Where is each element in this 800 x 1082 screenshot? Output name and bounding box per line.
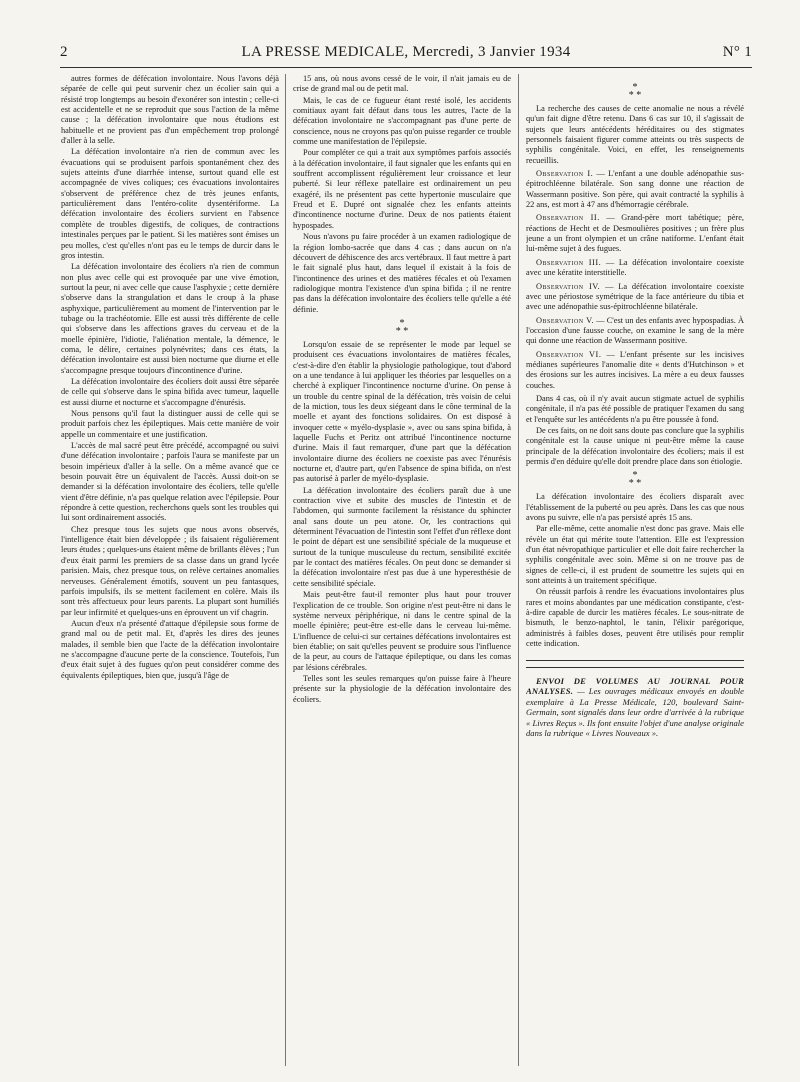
masthead bbox=[60, 40, 752, 64]
paragraph: L'accès de mal sacré peut être précédé, accompagné ou suivi d'une défécation involontaire ; parfois l'aura se manifeste par un besoin impérieux d'aller à la selle. On a même avancé que ce besoin pouvait être un équivalent de l'accès. Aussi doit-on se demander si la défécation involontaire des écoliers, telle qu'elle vient d'être définie, n'a pas quelque relation avec l'épilepsie. Pour répondre à cette question, recherchons quels sont les troubles qui lui sont ordinairement associés. bbox=[61, 441, 279, 523]
paragraph: Mais peut-être faut-il remonter plus haut pour trouver l'explication de ce trouble. Son origine n'est peut-être ni dans le système nerveux périphérique, ni dans le centre spinal de la moelle épinière; peut-être est-elle dans le cerveau lui-même. L'influence de celui-ci sur certaines défécations involontaires est bien établie; on sait qu'elles peuvent se produire sous l'influence de la peur, au cours de l'attaque épileptique, ou dans les comas par lésions cérébrales. bbox=[293, 590, 511, 672]
notice-rule-bottom bbox=[526, 667, 744, 668]
column-3 bbox=[526, 74, 744, 1074]
paragraph: Dans 4 cas, où il n'y avait aucun stigmate actuel de syphilis congénitale, il n'a pas été possible de pratiquer l'examen du sang et l'enquête sur les antécédents n'a pu être poussée à fond. bbox=[526, 393, 744, 424]
paragraph: Telles sont les seules remarques qu'on puisse faire à l'heure présente sur la physiologie de la défécation involontaire des écoliers. bbox=[293, 673, 511, 704]
observation-label: Observation II. bbox=[536, 213, 600, 223]
paragraph: autres formes de défécation involontaire. Nous l'avons déjà séparée de celle qui peut survenir chez un écolier sain qui a résisté trop longtemps au besoin d'exonérer son intestin ; celle-ci est accidentelle et ne se reproduit que sous l'action de la même cause ; la défécation involontaire que nous étudions est habituelle et ne provient pas d'un empêchement trop prolongé d'aller à la selle. bbox=[61, 74, 279, 146]
observation: Observation VI. — L'enfant présente sur les incisives médianes supérieures l'anomalie dite « dents d'Hutchinson » et des érosions sur les autres incisives. La mère a eu deux fausses couches. bbox=[526, 349, 744, 390]
paragraph: Chez presque tous les sujets que nous avons observés, l'intelligence était bien développée ; ils faisaient régulièrement leurs études ; quelques-uns étaient même de brillants élèves ; l'un d'eux était parmi les premiers de sa classe dans un grand lycée parisien. Mais, chez presque tous, on relève certaines anomalies nerveuses. Généralement émotifs, souvent un peu fantasques, parfois impulsifs, ils se mettent facilement en colère. Mais ils sont très affectueux pour leurs parents. La plupart sont humiliés par leur infirmité et quelques-uns en éprouvent un vif chagrin. bbox=[61, 524, 279, 617]
envoi-heading: ENVOI DE VOLUMES AU JOURNAL POUR ANALYSES. bbox=[526, 675, 744, 697]
observation: Observation IV. — La défécation involontaire coexiste avec une périostose symétrique de la face antérieure du tibia et avec une adénopathie sus-épitrochléenne bilatérale. bbox=[526, 281, 744, 312]
journal-title: LA PRESSE MEDICALE, Mercredi, 3 Janvier 1934 bbox=[241, 44, 571, 60]
paragraph: On réussit parfois à rendre les évacuations involontaires plus rares et moins abondantes par une médication constipante, c'est-à-dire capable de durcir les matières fécales. Le sous-nitrate de bismuth, le benzo-naphtol, le tanin, l'élixir parégorique, administrés à faibles doses, peuvent être utilisés pour remplir cette indication. bbox=[526, 587, 744, 649]
page-number: 2 bbox=[60, 44, 68, 60]
column-2 bbox=[293, 74, 511, 1074]
paragraph: Nous pensons qu'il faut la distinguer aussi de celle qui se produit parfois chez les épileptiques. Mais cette manière de voir appelle un commentaire et une justification. bbox=[61, 409, 279, 439]
observation-label: Observation VI. bbox=[536, 349, 602, 359]
paragraph: La recherche des causes de cette anomalie ne nous a révélé qu'un fait digne d'être retenu. Dans 6 cas sur 10, il s'agissait de sujets que leurs antécédents héréditaires ou des stigmates personnels faisaient figurer comme atteints ou très suspects de syphilis congénitale. Voici, en effet, les renseignements recueillis. bbox=[526, 104, 744, 165]
paragraph: La défécation involontaire des écoliers n'a rien de commun non plus avec celle qui est provoquée par une vive émotion, surtout la peur, ni avec celle que cause l'asphyxie ; cette dernière s'observe dans la strangulation et dans le croup à la phase asphyxique, particulièrement au moment de l'intervention par le tubage ou la trachéotomie. Elle est aussi très différente de celle qui s'observe dans les affections graves du cerveau et de la moelle épinière, l'idiotie, l'aliénation mentale, la démence, le coma, le délire, certaines polynévrites; dans ces états, la défécation involontaire est aussi bien nocturne que diurne et elle s'accompagne presque toujours d'incontinence d'urine. bbox=[61, 262, 279, 375]
paragraph: Pour compléter ce qui a trait aux symptômes parfois associés à la défécation involontaire, il faut signaler que les enfants qui en souffrent accomplissent régulièrement leur croissance et leur puberté. Si leur réflexe patellaire est ordinairement un peu exagéré, ils ne présentent pas cette hypertonie musculaire que Freud et E. Dupré ont signalée chez les enfants atteints d'incontinence nocturne d'urine. Deux de nos patients étaient hypospades. bbox=[293, 148, 511, 230]
envoi-text: — Les ouvrages médicaux envoyés en double exemplaire à La Presse Médicale, 120, boulevard Saint-Germain, sont signalés dans leur ordre d'arrivée à la rubrique « Livres Reçus ». Ils font ensuite l'objet d'une analyse originale dans la rubrique « Livres Nouveaux ». bbox=[526, 686, 744, 739]
paragraph: La défécation involontaire n'a rien de commun avec les évacuations qui se produisent parfois spontanément chez des sujets atteints d'une diarrhée intense, surtout quand elle est accompagnée de vives coliques; ces évacuations involontaires s'observent de préférence chez de très jeunes enfants, particulièrement dans l'entéro-colite dysentériforme. La défécation involontaire des écoliers survient en l'absence complète de troubles digestifs, de coliques, de contractions intestinales perçues par le patient. Si les matières sont émises un peu molles, c'est qu'elles n'ont pas eu le temps de durcir dans le gros intestin. bbox=[61, 147, 279, 260]
envoi-notice bbox=[526, 676, 744, 740]
section-separator: * * * bbox=[395, 317, 409, 337]
paragraph: Mais, le cas de ce fugueur étant resté isolé, les accidents comitiaux ayant fait défaut dans tous les autres, l'acte de la défécation involontaire ne s'accompagnant pas d'une perte de conscience, nous ne croyons pas qu'on puisse regarder ce trouble comme une manifestation de l'épilepsie. bbox=[293, 95, 511, 147]
paragraph: 15 ans, où nous avons cessé de le voir, il n'ait jamais eu de crise de grand mal ou de petit mal. bbox=[293, 74, 511, 94]
observation-label: Observation I. bbox=[536, 169, 594, 179]
column-divider bbox=[518, 74, 519, 1066]
paragraph: Aucun d'eux n'a présenté d'attaque d'épilepsie sous forme de grand mal ou de petit mal. Et, d'après les dires des jeunes malades, il semble bien que l'acte de la défécation involontaire ne s'accompagne d'aucune perte de la conscience. Toutefois, l'un d'eux était sujet à des fugues qu'on peut considérer comme des équivalents épileptiques, bien que, jusqu'à l'âge de bbox=[61, 618, 279, 680]
observation-label: Observation IV. bbox=[536, 281, 601, 291]
paragraph: La défécation involontaire des écoliers disparaît avec l'établissement de la puberté ou peu après. Dans les cas que nous avons pu suivre, elle n'a pas persisté après 15 ans. bbox=[526, 492, 744, 523]
observation: Observation I. — L'enfant a une double adénopathie sus-épitrochléenne bilatérale. Son sang donne une réaction de Wassermann positive. Son père, qui avait contracté la syphilis à 22 ans, est mort à 47 ans d'hémorragie cérébrale. bbox=[526, 169, 744, 210]
observation: Observation II. — Grand-père mort tabétique; père, réactions de Hecht et de Desmoulières positives ; un frère plus jeune a un front olympien et un crâne natiforme. L'enfant était lui-même sujet à des fugues. bbox=[526, 213, 744, 254]
observation-label: Observation V. bbox=[536, 315, 595, 325]
paragraph: Par elle-même, cette anomalie n'est donc pas grave. Mais elle révèle un état qui mérite toute l'attention. Elle est l'expression d'un état névropathique particulier et elle doit faire rechercher la syphilis congénitale avec soin. Même si on ne trouve pas de signes de celle-ci, il est prudent de soumettre les sujets qui en sont atteints à un traitement spécifique. bbox=[526, 524, 744, 586]
paragraph: La défécation involontaire des écoliers doit aussi être séparée de celle qui s'observe dans le spina bifida avec tumeur, laquelle est aussi diurne et nocturne et s'accompagne d'énurésis. bbox=[61, 376, 279, 407]
column-1 bbox=[61, 74, 279, 1074]
notice-rule-top bbox=[526, 660, 744, 661]
paragraph: De ces faits, on ne doit sans doute pas conclure que la syphilis congénitale est la cause unique ni peut-être même la cause principale de la défécation involontaire des écoliers; mais il est permis d'en déduire qu'elle doit prendre place dans son étiologie. bbox=[526, 425, 744, 466]
column-divider bbox=[285, 74, 286, 1066]
paragraph: Nous n'avons pu faire procéder à un examen radiologique de la région lombo-sacrée que dans 4 cas ; dans aucun on n'a découvert de déhiscence des arcs vertébraux. Il faut mettre à part le fait signalé plus haut, dans lequel il existait à la fois de l'incontinence des urines et des matières fécales et où l'examen radiologique montra l'existence d'un spina bifida ; il ne rentre pas dans la défécation involontaire des écoliers telle qu'elle a été définie. bbox=[293, 232, 511, 314]
section-separator: * * * bbox=[628, 82, 642, 101]
header-rule bbox=[60, 67, 752, 68]
issue-number: N° 1 bbox=[722, 44, 752, 60]
observation: Observation V. — C'est un des enfants avec hypospadias. À l'occasion d'une fausse couche, on examine le sang de la mère qui donne une réaction de Wassermann positive. bbox=[526, 315, 744, 346]
paragraph: La défécation involontaire des écoliers paraît due à une contraction vive et subite des muscles de l'intestin et de l'abdomen, qui surmonte facilement la résistance du sphincter anal sans doute un peu atone. Or, les contractions qui déterminent l'évacuation de l'intestin sont l'effet d'un réflexe dont le point de départ est une sensibilité spéciale de la muqueuse et surtout de la tunique musculeuse du rectum, sensibilité excitée par le contact des matières fécales. On peut donc se demander si la défécation involontaire n'est pas due à une hyperesthésie de cette sensibilité spéciale. bbox=[293, 485, 511, 588]
paragraph: Lorsqu'on essaie de se représenter le mode par lequel se produisent ces évacuations involontaires de matières fécales, c'est-à-dire d'en établir la physiologie pathologique, tout d'abord on a une tendance à lui appliquer les théories par lesquelles on a cherché à expliquer l'incontinence nocturne d'urine. On pense à un trouble du centre spinal de la défécation, très voisin de celui de la miction, tous les deux siégeant dans le cône terminal de la moelle et ayant des fonctions solidaires. On est disposé à invoquer cette « myélo-dysplasie », avec ou sans spina bifida, à laquelle Fuchs et Peritz ont attribué l'incontinence nocturne d'urine. Mais il faut remarquer, d'une part que la défécation involontaire diurne des écoliers ne coexiste pas avec l'énurésis nocturne et, d'autre part, qu'en l'absence de spina bifida, on n'est pas autorisé à parler de myélo-dysplasie. bbox=[293, 339, 511, 484]
observation-label: Observation III. bbox=[536, 257, 602, 267]
observation: Observation III. — La défécation involontaire coexiste avec une kératite interstitielle. bbox=[526, 257, 744, 278]
section-separator: * * * bbox=[628, 470, 642, 490]
